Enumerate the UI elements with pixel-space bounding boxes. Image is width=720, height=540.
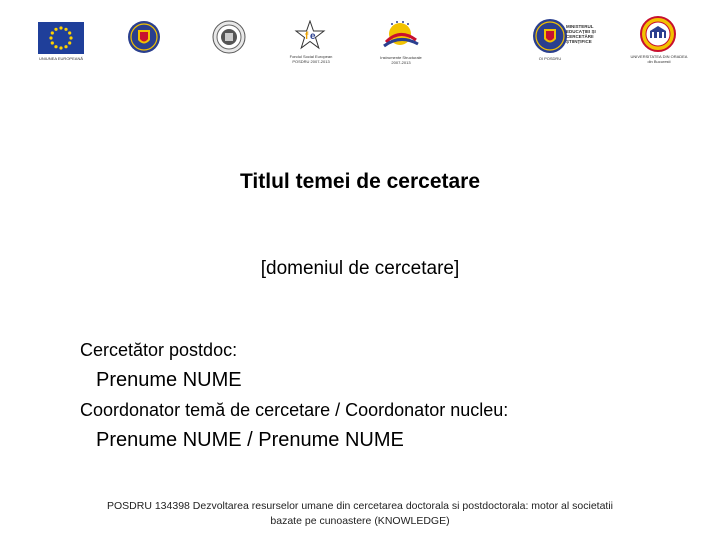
svg-text:f: f: [305, 31, 309, 42]
coordinator-label: Coordonator temă de cercetare / Coordonator nucleu:: [80, 400, 509, 420]
structural-instruments-icon: [378, 20, 422, 52]
structural-caption: Instrumente Structurale 2007-2013: [380, 55, 422, 65]
ministry-coat-of-arms-icon: [532, 18, 568, 54]
researcher-name: Prenume NUME: [96, 369, 242, 391]
university-caption: UNIVERSITATEA DIN ORADEA din Bucuresti: [630, 54, 688, 64]
footer-line-2: bazate pe cunoastere (KNOWLEDGE): [270, 515, 450, 527]
romanian-coat-of-arms-icon: [127, 20, 161, 54]
coordinator-names: Prenume NUME / Prenume NUME: [96, 429, 404, 451]
fse-star-icon: [294, 20, 326, 50]
institution-seal-icon: [212, 20, 246, 54]
researcher-label: Cercetător postdoc:: [80, 340, 238, 360]
eu-caption: UNIUNEA EUROPEANĂ: [38, 56, 83, 61]
research-title: Titlul temei de cercetare: [239, 170, 481, 193]
fse-caption: Fondul Social European POSDRU 2007-2013: [289, 54, 333, 64]
footer-line-1: POSDRU 134398 Dezvoltarea resurselor umane din cercetarea doctorala si postdoctorala: motor al societatii: [107, 500, 613, 512]
research-domain: [domeniul de cercetare]: [260, 258, 460, 279]
project-footer: [70, 499, 650, 529]
university-seal-icon: [640, 16, 676, 52]
eu-flag-icon: [38, 22, 84, 54]
svg-text:e: e: [310, 31, 316, 42]
oi-posdru-caption: OI POSDRU: [538, 56, 562, 61]
ministry-title: MINISTERUL EDUCAȚIEI ȘI CERCETĂRII ȘTIINȚIFICE: [566, 24, 596, 44]
